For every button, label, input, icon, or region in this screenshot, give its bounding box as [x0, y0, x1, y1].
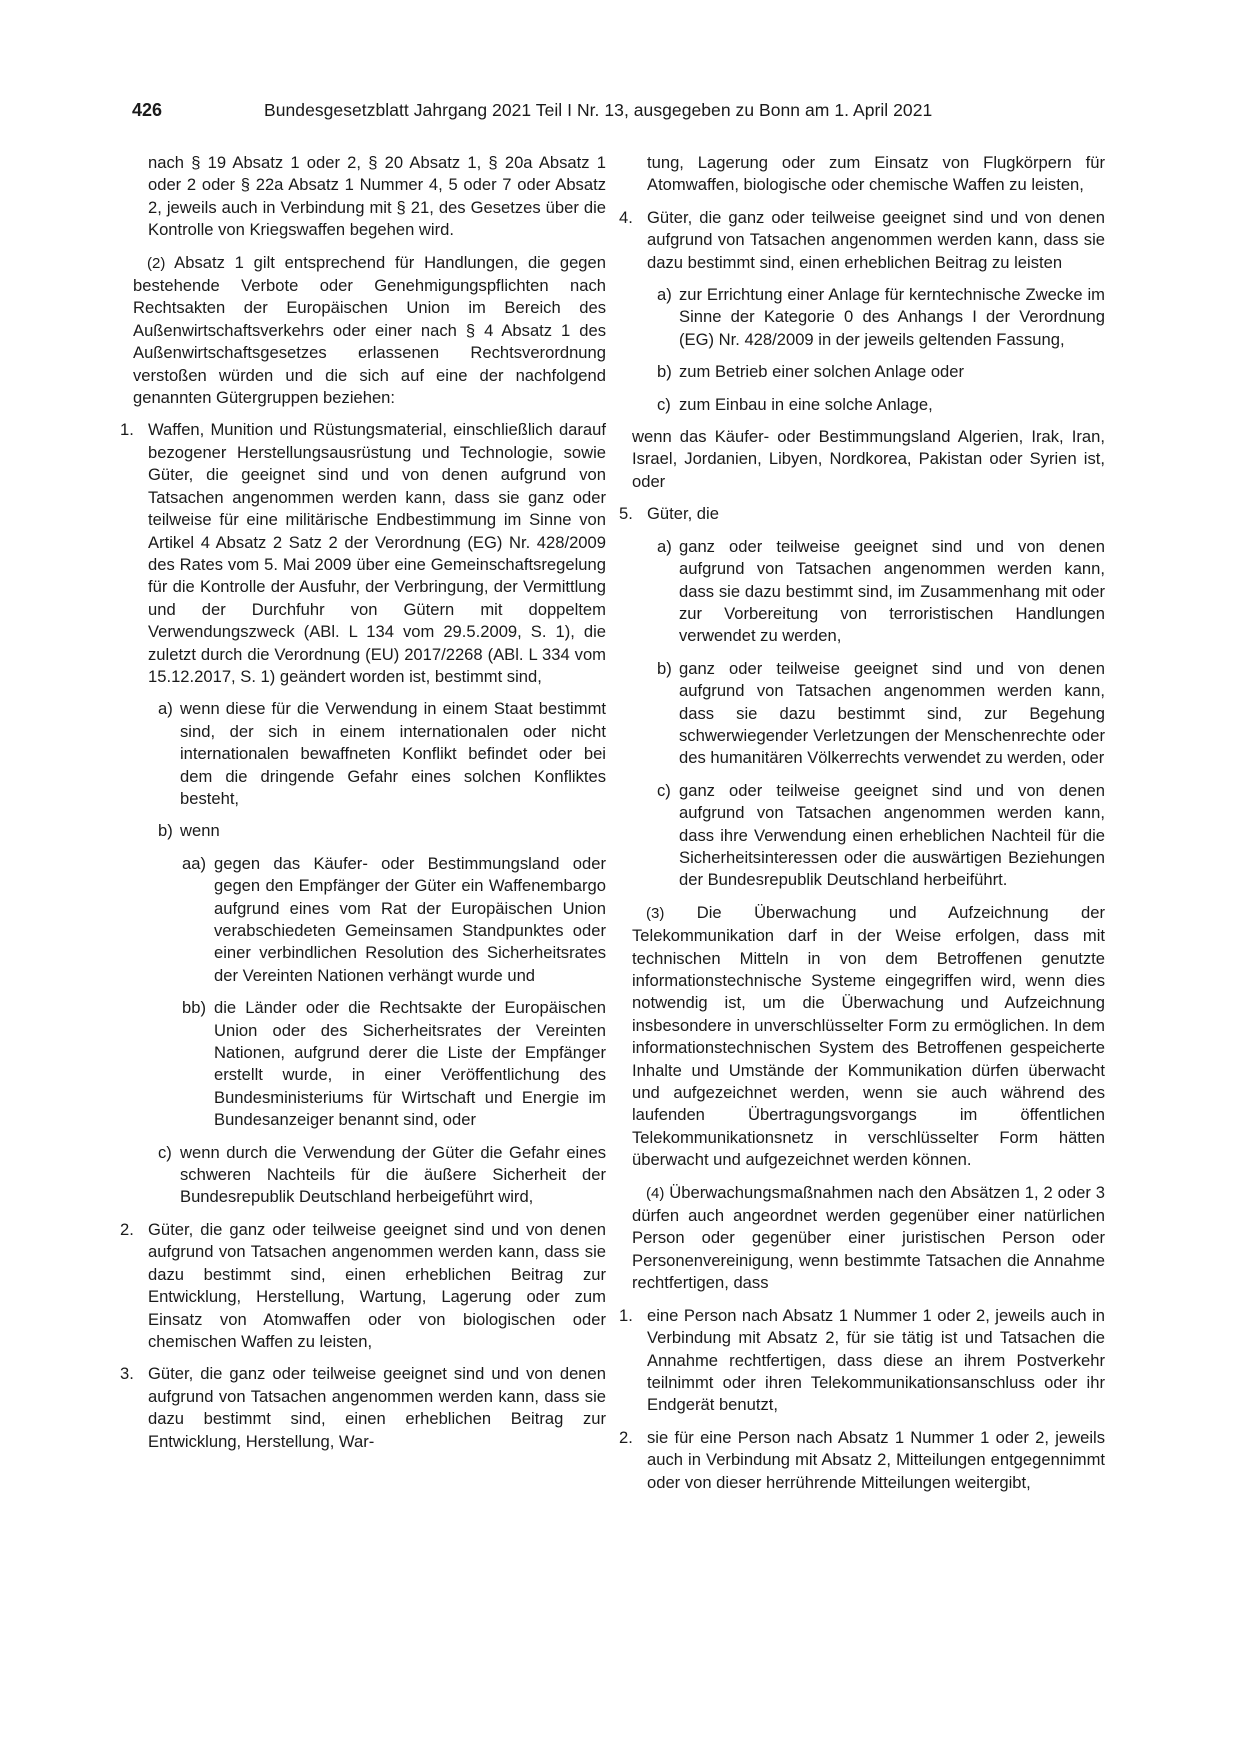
list-text: ganz oder teilweise geeignet sind und von denen aufgrund von Tatsachen angenommen werden kann, dass ihre Verwendung einen erheblichen Nachteil für die Sicherheitsinteressen oder die auswärtigen Beziehungen der Bundesrepublik Deutschland herbeiführt.: [679, 780, 1105, 890]
list-item-5c: [657, 780, 1105, 892]
list-text: die Länder oder die Rechtsakte der Europäischen Union oder des Sicherheitsrates der Vereinten Nationen, aufgrund derer die Liste der Empfänger erstellt wurde, in einer Veröffentlichung des Bundesministeriums für Wirtschaft und Energie im Bundesanzeiger benannt sind, oder: [214, 998, 606, 1130]
continuation-text: tung, Lagerung oder zum Einsatz von Flugkörpern für Atomwaffen, biologische oder chemische Waffen zu leisten,: [647, 153, 1105, 195]
list-item-5a: [657, 536, 1105, 648]
list-label: aa): [182, 853, 206, 873]
list-label: b): [158, 821, 173, 841]
paragraph-number: (2): [147, 254, 166, 272]
list-item-4: [619, 207, 1105, 274]
list-label: c): [158, 1142, 172, 1162]
list-label: a): [657, 536, 672, 556]
list-text: zum Einbau in eine solche Anlage,: [679, 394, 933, 414]
list-item-1b: [158, 820, 606, 842]
list-label: bb): [182, 998, 206, 1018]
running-head: Bundesgesetzblatt Jahrgang 2021 Teil I Nr. 13, ausgegeben zu Bonn am 1. April 2021: [264, 100, 933, 120]
page-header: [132, 100, 1122, 126]
list-text: Waffen, Munition und Rüstungsmaterial, einschließlich darauf bezogener Herstellungsausrüstung und Technologie, sowie Güter, die geeignet sind und von denen aufgrund von Tatsachen angenommen werden kann, dass sie ganz oder teilweise für eine militärische Endbestimmung im Sinne von Artikel 4 Absatz 2 Satz 2 der Verordnung (EG) Nr. 428/2009 des Rates vom 5. Mai 2009 über eine Gemeinschaftsregelung für die Kontrolle der Ausfuhr, der Verbringung, der Vermittlung und der Durchfuhr von Gütern mit doppeltem Verwendungszweck (ABl. L 134 vom 29.5.2009, S. 1), die zuletzt durch die Verordnung (EU) 2017/2268 (ABl. L 334 vom 15.12.2017, S. 1) geändert worden ist, bestimmt sind,: [148, 420, 606, 686]
list-text: Güter, die: [647, 504, 719, 524]
paragraph-text: Überwachungsmaßnahmen nach den Absätzen 1, 2 oder 3 dürfen auch angeordnet werden gegenüber einer natürlichen Person oder gegenüber einer juristischen Person oder Personenvereinigung, wenn bestimmte Tatsachen die Annahme rechtfertigen, dass: [632, 1182, 1105, 1293]
left-column: [120, 152, 606, 1463]
list-item-1c: [158, 1142, 606, 1209]
list-text: wenn diese für die Verwendung in einem Staat bestimmt sind, der sich in einem internationalen oder nicht internationalen bewaffneten Konflikt befindet oder bei dem die dringende Gefahr eines solchen Konfliktes besteht,: [180, 699, 606, 808]
paragraph-3: [632, 902, 1105, 1172]
list-label: a): [158, 699, 173, 719]
list-label: 4.: [619, 207, 633, 227]
list-item-4a: [657, 284, 1105, 351]
list-text: Güter, die ganz oder teilweise geeignet sind und von denen aufgrund von Tatsachen angenommen werden kann, dass sie dazu bestimmt sind, einen erheblichen Beitrag zur Entwicklung, Herstellung, Wartung, Lagerung oder zum Einsatz von Atomwaffen oder von biologischen oder chemischen Waffen zu leisten,: [148, 1219, 606, 1351]
paragraph-4-item-1: [619, 1305, 1105, 1417]
list-text: ganz oder teilweise geeignet sind und von denen aufgrund von Tatsachen angenommen werden kann, dass sie dazu bestimmt sind, im Zusammenhang mit oder zur Vorbereitung von terroristischen Handlungen verwendet zu werden,: [679, 536, 1105, 646]
paragraph-number: (3): [646, 904, 665, 922]
paragraph-4: [632, 1182, 1105, 1295]
paragraph-text: Die Überwachung und Aufzeichnung der Telekommunikation darf in der Weise erfolgen, dass mit technischen Mitteln in von dem Betroffenen genutzte informationstechnische Systeme eingegriffen wird, wenn dies notwendig ist, um die Überwachung und Aufzeichnung insbesondere in unverschlüsselter Form zu ermöglichen. In dem informationstechnischen System des Betroffenen gespeicherte Inhalte und Umstände der Kommunikation dürfen überwacht und aufgezeichnet werden, wenn sie auch während des laufenden Übertragungsvorgangs im öffentlichen Telekommunikationsnetz in verschlüsselter Form hätten überwacht und aufgezeichnet werden können.: [632, 902, 1105, 1170]
list-label: 2.: [619, 1427, 633, 1447]
list-text: zum Betrieb einer solchen Anlage oder: [679, 362, 965, 382]
list-item-3: [120, 1363, 606, 1453]
list-item-5b: [657, 658, 1105, 770]
list-text: wenn: [180, 821, 220, 841]
list-text: wenn durch die Verwendung der Güter die Gefahr eines schweren Nachteils für die äußere Sicherheit der Bundesrepublik Deutschland herbeigeführt wird,: [180, 1142, 606, 1207]
list-label: 2.: [120, 1219, 134, 1239]
right-column: [619, 152, 1105, 1504]
list-text: zur Errichtung einer Anlage für kerntechnische Zwecke im Sinne der Kategorie 0 des Anhangs I der Verordnung (EG) Nr. 428/2009 in der jeweils geltenden Fassung,: [679, 285, 1105, 349]
item-4-tail-text: wenn das Käufer- oder Bestimmungsland Algerien, Irak, Iran, Israel, Jordanien, Libyen, Nordkorea, Pakistan oder Syrien ist, oder: [632, 427, 1105, 491]
list-label: c): [657, 394, 671, 414]
list-label: 5.: [619, 504, 633, 524]
list-text: eine Person nach Absatz 1 Nummer 1 oder 2, jeweils auch in Verbindung mit Absatz 2, für sie tätig ist und Tatsachen die Annahme rechtfertigen, dass diese an ihrem Postverkehr teilnimmt oder ihren Telekommunikationsanschluss oder ihr Endgerät benutzt,: [647, 1305, 1105, 1415]
list-text: gegen das Käufer- oder Bestimmungsland oder gegen den Empfänger der Güter ein Waffenembargo aufgrund eines vom Rat der Europäischen Union verabschiedeten Gemeinsamen Standpunktes oder einer verbindlichen Resolution des Sicherheitsrates der Vereinten Nationen verhängt wurde und: [214, 853, 606, 985]
list-label: 1.: [120, 420, 134, 440]
list-text: Güter, die ganz oder teilweise geeignet sind und von denen aufgrund von Tatsachen angenommen werden kann, dass sie dazu bestimmt sind, einen erheblichen Beitrag zu leisten: [647, 207, 1105, 272]
list-label: 3.: [120, 1364, 134, 1384]
list-text: sie für eine Person nach Absatz 1 Nummer 1 oder 2, jeweils auch in Verbindung mit Absatz 2, Mitteilungen entgegennimmt oder von dieser herrührende Mitteilungen weitergibt,: [647, 1427, 1105, 1492]
list-label: 1.: [619, 1305, 633, 1325]
list-label: b): [657, 658, 672, 678]
list-item-4c: [657, 394, 1105, 416]
list-text: ganz oder teilweise geeignet sind und von denen aufgrund von Tatsachen angenommen werden kann, dass sie dazu bestimmt sind, zur Begehung schwerwiegender Verletzungen der Menschenrechte oder des humanitären Völkerrechts verwendet zu werden, oder: [679, 658, 1105, 768]
list-label: a): [657, 285, 672, 305]
page-number: 426: [132, 100, 163, 120]
paragraph-4-item-2: [619, 1427, 1105, 1494]
list-item-1b-bb: [182, 997, 606, 1131]
list-label: c): [657, 780, 671, 800]
paragraph-text: Absatz 1 gilt entsprechend für Handlungen, die gegen bestehende Verbote oder Genehmigungspflichten nach Rechtsakten der Europäischen Union im Bereich des Außenwirtschaftsverkehrs oder einer nach § 4 Absatz 1 des Außenwirtschaftsgesetzes erlassenen Rechtsverordnung verstoßen würden und die sich auf eine der nachfolgend genannten Gütergruppen beziehen:: [133, 252, 606, 408]
list-item-1a: [158, 698, 606, 810]
paragraph-number: (4): [646, 1184, 665, 1202]
list-item-4b: [657, 361, 1105, 383]
list-item-2: [120, 1219, 606, 1353]
list-text: Güter, die ganz oder teilweise geeignet sind und von denen aufgrund von Tatsachen angenommen werden kann, dass sie dazu bestimmt sind, einen erheblichen Beitrag zur Entwicklung, Herstellung, War-: [148, 1364, 606, 1451]
paragraph-2: [133, 252, 606, 410]
list-item-5: [619, 503, 1105, 525]
list-label: b): [657, 362, 672, 382]
list-item-1b-aa: [182, 853, 606, 987]
continuation-text: nach § 19 Absatz 1 oder 2, § 20 Absatz 1, § 20a Absatz 1 oder 2 oder § 22a Absatz 1 Nummer 4, 5 oder 7 oder Absatz 2, jeweils auch in Verbindung mit § 21, des Gesetzes über die Kontrolle von Kriegswaffen begehen wird.: [148, 153, 606, 240]
list-item-1: [120, 419, 606, 688]
